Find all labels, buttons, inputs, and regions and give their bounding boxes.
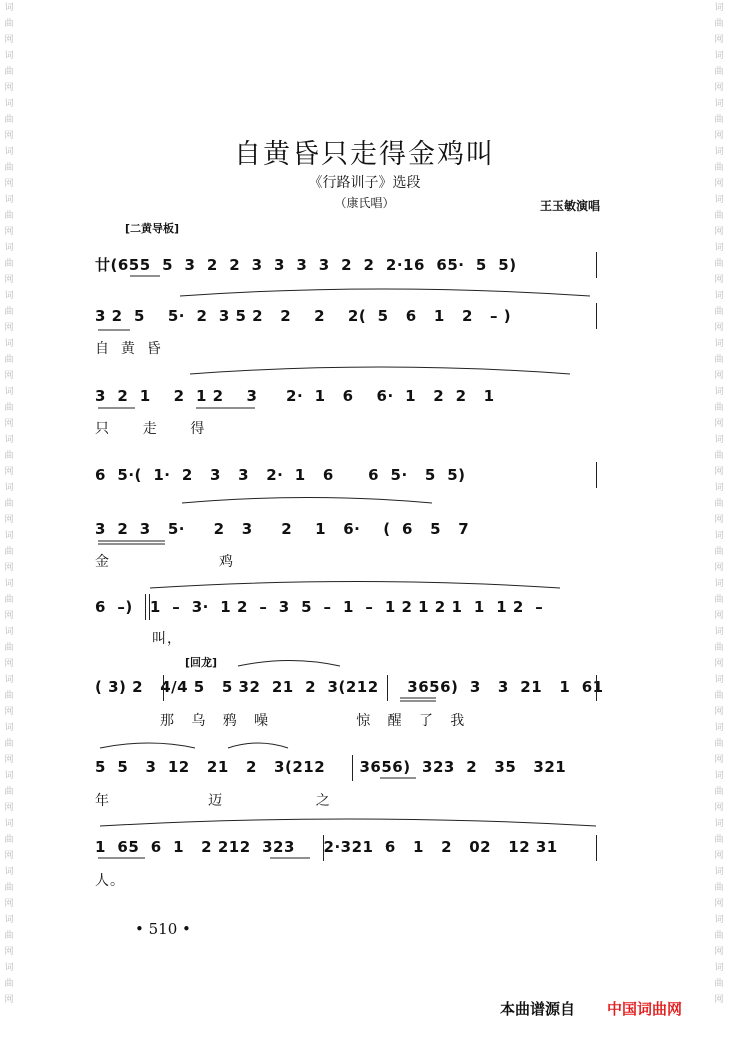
- watermark-char: 词: [4, 675, 14, 685]
- watermark-char: 曲: [714, 67, 724, 77]
- watermark-char: 词: [4, 195, 14, 205]
- watermark-char: 曲: [714, 979, 724, 989]
- watermark-char: 曲: [4, 883, 14, 893]
- phrase-slur: [150, 582, 560, 589]
- watermark-char: 网: [714, 947, 724, 957]
- watermark-char: 词: [4, 579, 14, 589]
- watermark-char: 网: [714, 131, 724, 141]
- watermark-char: 词: [714, 867, 724, 877]
- lyric-line: 人。: [95, 873, 125, 889]
- watermark-char: 词: [714, 195, 724, 205]
- watermark-char: 词: [714, 723, 724, 733]
- watermark-char: 网: [4, 419, 14, 429]
- watermark-char: 词: [714, 963, 724, 973]
- watermark-char: 网: [714, 995, 724, 1005]
- watermark-char: 曲: [4, 211, 14, 221]
- watermark-char: 曲: [4, 739, 14, 749]
- watermark-char: 网: [4, 467, 14, 477]
- watermark-char: 网: [714, 563, 724, 573]
- watermark-char: 网: [714, 707, 724, 717]
- watermark-char: 词: [714, 243, 724, 253]
- notation-line: 3 2 5 5· 2 3 5 2 2 2 2( 5 6 1 2 – ): [95, 307, 512, 325]
- watermark-char: 网: [4, 899, 14, 909]
- watermark-char: 曲: [4, 979, 14, 989]
- watermark-char: 曲: [714, 595, 724, 605]
- phrase-slur: [180, 289, 590, 296]
- watermark-char: 网: [4, 275, 14, 285]
- section-label-huilong: [回龙]: [185, 656, 218, 669]
- watermark-char: 词: [4, 867, 14, 877]
- watermark-char: 曲: [714, 211, 724, 221]
- section-label-erhuang: [二黄导板]: [125, 222, 180, 235]
- watermark-char: 网: [4, 995, 14, 1005]
- watermark-char: 曲: [714, 931, 724, 941]
- performer-credit: 王玉敏演唱: [540, 199, 601, 213]
- watermark-char: 曲: [4, 835, 14, 845]
- watermark-char: 网: [4, 83, 14, 93]
- watermark-char: 词: [4, 3, 14, 13]
- watermark-char: 词: [4, 819, 14, 829]
- watermark-char: 网: [4, 707, 14, 717]
- watermark-char: 曲: [4, 355, 14, 365]
- watermark-char: 词: [714, 675, 724, 685]
- watermark-char: 曲: [4, 499, 14, 509]
- watermark-char: 曲: [4, 307, 14, 317]
- singer-note: （康氏唱）: [334, 196, 395, 210]
- watermark-char: 词: [714, 579, 724, 589]
- notation-line: 5 5 3 12 21 2 3(212 3656) 323 2 35 321: [95, 758, 567, 776]
- watermark-char: 网: [714, 179, 724, 189]
- watermark-char: 曲: [4, 451, 14, 461]
- watermark-char: 词: [714, 483, 724, 493]
- watermark-char: 词: [4, 915, 14, 925]
- watermark-char: 词: [714, 51, 724, 61]
- watermark-char: 曲: [714, 739, 724, 749]
- watermark-char: 词: [714, 819, 724, 829]
- watermark-char: 曲: [714, 259, 724, 269]
- watermark-char: 词: [4, 339, 14, 349]
- watermark-char: 曲: [714, 643, 724, 653]
- watermark-char: 网: [714, 227, 724, 237]
- watermark-char: 词: [714, 915, 724, 925]
- notation-line: 6 5·( 1· 2 3 3 2· 1 6 6 5· 5 5): [95, 466, 466, 484]
- watermark-char: 词: [714, 147, 724, 157]
- notation-line: 3 2 1 2 1 2 3 2· 1 6 6· 1 2 2 1: [95, 387, 495, 405]
- watermark-char: 网: [714, 611, 724, 621]
- watermark-char: 词: [4, 243, 14, 253]
- phrase-slur: [228, 743, 288, 748]
- watermark-char: 曲: [714, 115, 724, 125]
- watermark-char: 曲: [4, 643, 14, 653]
- watermark-char: 词: [4, 963, 14, 973]
- watermark-char: 曲: [4, 259, 14, 269]
- watermark-char: 词: [714, 627, 724, 637]
- watermark-char: 词: [4, 99, 14, 109]
- watermark-char: 词: [4, 483, 14, 493]
- watermark-char: 网: [4, 323, 14, 333]
- watermark-char: 词: [714, 387, 724, 397]
- watermark-char: 曲: [714, 163, 724, 173]
- page-number: • 510 •: [135, 920, 191, 938]
- watermark-char: 词: [4, 51, 14, 61]
- watermark-char: 网: [714, 467, 724, 477]
- watermark-char: 词: [4, 291, 14, 301]
- watermark-char: 曲: [714, 883, 724, 893]
- watermark-char: 曲: [4, 787, 14, 797]
- watermark-char: 网: [4, 755, 14, 765]
- watermark-char: 词: [4, 723, 14, 733]
- lyric-line: 叫，: [152, 631, 182, 647]
- watermark-char: 词: [714, 771, 724, 781]
- watermark-char: 曲: [714, 547, 724, 557]
- phrase-slur: [100, 819, 596, 826]
- watermark-char: 曲: [714, 787, 724, 797]
- watermark-char: 网: [714, 755, 724, 765]
- watermark-char: 曲: [4, 163, 14, 173]
- lyric-line: 那 乌 鸦 噪 惊 醒 了 我: [160, 713, 466, 729]
- watermark-char: 网: [4, 803, 14, 813]
- phrase-slur: [190, 367, 570, 374]
- footer-site-link[interactable]: 中国词曲网: [607, 1000, 683, 1018]
- watermark-char: 曲: [714, 451, 724, 461]
- lyric-line: 自 黄 昏: [95, 341, 162, 357]
- watermark-char: 网: [714, 515, 724, 525]
- notation-line: 廿(655 5 3 2 2 3 3 3 3 2 2 2·16 65· 5 5): [95, 256, 517, 274]
- watermark-char: 曲: [714, 403, 724, 413]
- watermark-char: 网: [714, 803, 724, 813]
- notation-line: 1 65 6 1 2 212 323 2·321 6 1 2 02 12 31: [95, 838, 558, 856]
- watermark-char: 词: [4, 531, 14, 541]
- watermark-char: 网: [714, 899, 724, 909]
- watermark-char: 词: [4, 771, 14, 781]
- watermark-char: 曲: [4, 403, 14, 413]
- watermark-char: 词: [714, 3, 724, 13]
- watermark-char: 曲: [714, 835, 724, 845]
- watermark-char: 网: [4, 947, 14, 957]
- watermark-char: 曲: [4, 19, 14, 29]
- lyric-line: 只 走 得: [95, 421, 206, 437]
- watermark-char: 曲: [4, 931, 14, 941]
- phrase-slur: [238, 661, 340, 667]
- watermark-char: 网: [4, 179, 14, 189]
- watermark-char: 网: [4, 611, 14, 621]
- watermark-char: 词: [714, 339, 724, 349]
- watermark-char: 网: [4, 227, 14, 237]
- watermark-char: 词: [4, 435, 14, 445]
- watermark-char: 曲: [4, 115, 14, 125]
- watermark-char: 网: [4, 851, 14, 861]
- watermark-char: 网: [714, 371, 724, 381]
- watermark-char: 网: [4, 515, 14, 525]
- phrase-slur: [182, 498, 432, 504]
- watermark-char: 曲: [714, 691, 724, 701]
- notation-line: 6 –) 1 – 3· 1 2 – 3 5 – 1 – 1 2 1 2 1 1 1 2 –: [95, 598, 544, 616]
- watermark-char: 曲: [714, 499, 724, 509]
- watermark-char: 网: [714, 851, 724, 861]
- notation-line: ( 3) 2 4/4 5 5 32 21 2 3(212 3656) 3 3 21 1 61: [95, 678, 604, 696]
- watermark-char: 曲: [714, 19, 724, 29]
- watermark-char: 网: [4, 131, 14, 141]
- watermark-char: 网: [4, 659, 14, 669]
- page-title: 自黄昏只走得金鸡叫: [234, 139, 495, 170]
- watermark-char: 词: [4, 387, 14, 397]
- watermark-char: 网: [4, 563, 14, 573]
- footer-source-label: 本曲谱源自: [500, 1000, 576, 1018]
- watermark-char: 曲: [4, 547, 14, 557]
- watermark-char: 网: [4, 371, 14, 381]
- watermark-char: 网: [714, 419, 724, 429]
- notation-line: 3 2 3 5· 2 3 2 1 6· ( 6 5 7: [95, 520, 470, 538]
- lyric-line: 金 鸡: [95, 554, 235, 570]
- watermark-char: 网: [4, 35, 14, 45]
- watermark-char: 词: [714, 531, 724, 541]
- watermark-char: 词: [4, 147, 14, 157]
- watermark-char: 词: [4, 627, 14, 637]
- watermark-char: 曲: [4, 595, 14, 605]
- lyric-line: 年 迈 之: [95, 793, 331, 809]
- watermark-char: 网: [714, 83, 724, 93]
- subtitle: 《行路训子》选段: [308, 175, 421, 191]
- watermark-char: 词: [714, 291, 724, 301]
- watermark-char: 曲: [4, 691, 14, 701]
- watermark-char: 网: [714, 275, 724, 285]
- watermark-char: 网: [714, 35, 724, 45]
- watermark-char: 网: [714, 659, 724, 669]
- watermark-char: 曲: [714, 307, 724, 317]
- phrase-slur: [100, 743, 195, 748]
- watermark-char: 词: [714, 99, 724, 109]
- watermark-char: 词: [714, 435, 724, 445]
- watermark-char: 网: [714, 323, 724, 333]
- watermark-char: 曲: [714, 355, 724, 365]
- watermark-char: 曲: [4, 67, 14, 77]
